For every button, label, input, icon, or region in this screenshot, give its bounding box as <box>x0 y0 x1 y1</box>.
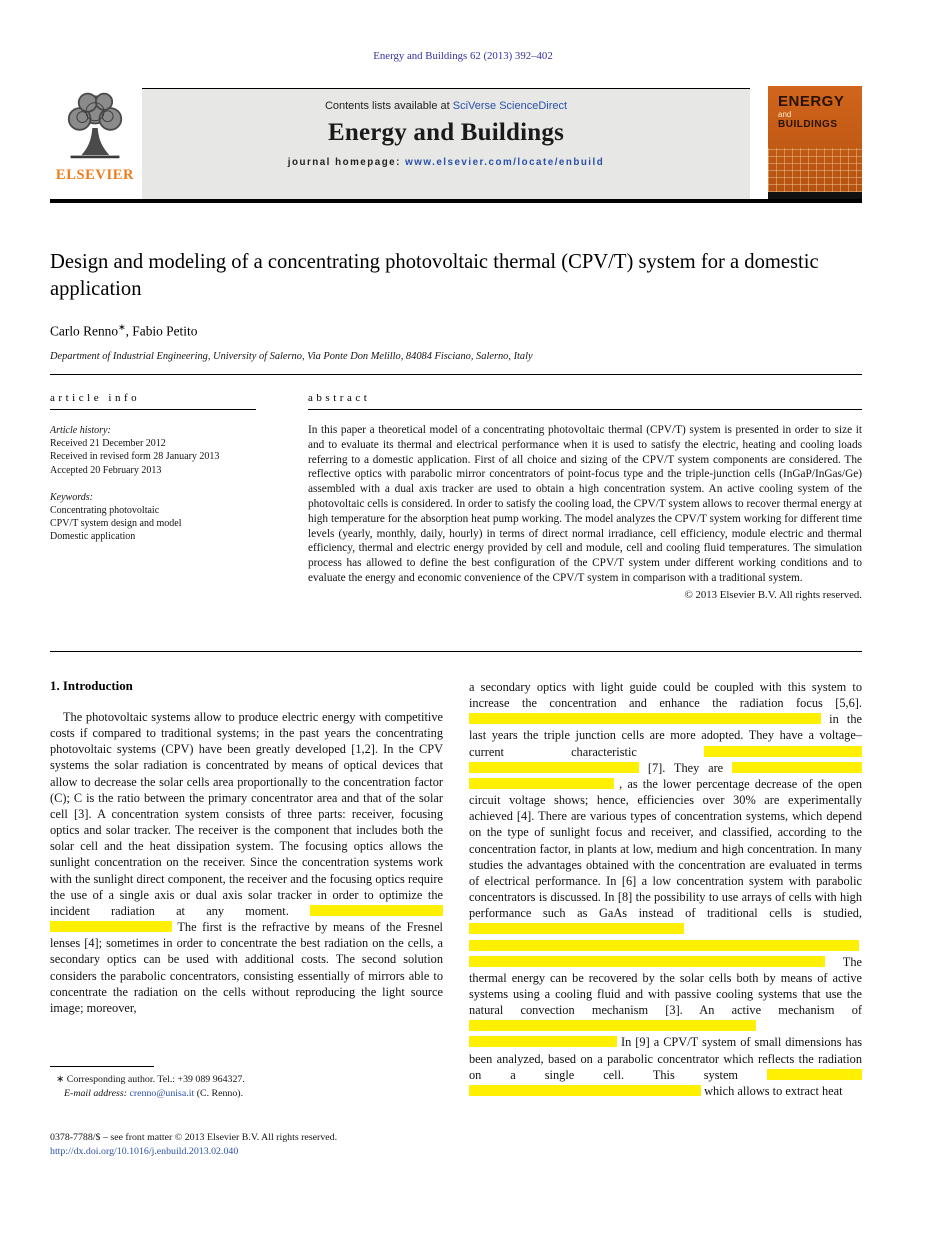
article-history-lines <box>50 437 256 477</box>
article-info-heading: article info <box>50 392 141 404</box>
journal-title: Energy and Buildings <box>327 119 565 146</box>
keyword-line: Concentrating photovoltaic <box>50 505 160 517</box>
cover-facade-grid <box>768 148 862 192</box>
redaction-highlight <box>469 1020 756 1031</box>
elsevier-tree-icon <box>50 90 140 166</box>
article-history-label: Article history: <box>50 425 111 436</box>
cover-title-and: and <box>778 110 792 119</box>
corresponding-author-note: ∗ Corresponding author. Tel.: +39 089 964327. <box>56 1074 245 1085</box>
abstract-divider <box>50 651 862 652</box>
keyword-line: Domestic application <box>50 531 136 543</box>
contents-prefix: Contents lists available at <box>324 100 453 112</box>
intro-paragraph-left: The photovoltaic systems allow to produce electric energy with competitive costs if compared to traditional systems; in the past years the concentrating photovoltaic systems (CPV) have been greatly developed [1,2]. In the CPV systems the solar radiation is concentrated by means of optical devices that allow to decrease the solar cells area proportionally to the concentration factor (C); C is the ratio between the primary concentrator area and that of the solar cell [3]. A concentration system consists of three parts: receiver, focusing optics and solar tracker. The receiver is the component that includes both the solar cell and the heat dissipation system. The focusing optics allows the sunlight concentration on the receiver. Since the concentration systems work with the sunlight direct component, the receiver and the focusing optics require the use of a single axis or dual axis solar tracker in order to optimize the incident radiation at any moment. The first is the refractive by means of the Fresnel lenses [4]; sometimes in order to concentrate the best radiation on the cells, a secondary optics can be used with additional costs. The second solution considers the parabolic concentrators, consisting essentially of mirrors able to concentrate the radiation on the cells without reproducing the light source image; moreover, <box>50 710 443 1015</box>
keyword-line: CPV/T system design and model <box>50 518 182 530</box>
email-label: E-mail address: <box>64 1088 130 1099</box>
redaction-highlight <box>732 762 862 773</box>
cover-title-buildings: BUILDINGS <box>778 119 838 130</box>
redaction-highlight <box>767 1069 862 1080</box>
email-suffix: (C. Renno). <box>194 1088 244 1099</box>
email-link[interactable]: crenno@unisa.it <box>129 1088 195 1099</box>
redaction-highlight <box>310 905 443 916</box>
header-divider <box>50 199 862 203</box>
history-line: Received 21 December 2012 <box>50 438 166 450</box>
redaction-highlight <box>469 956 825 967</box>
redaction-highlight <box>469 1036 617 1047</box>
journal-cover-thumbnail <box>768 86 862 199</box>
journal-banner <box>142 88 750 199</box>
footnote-block <box>50 1066 443 1101</box>
redaction-highlight <box>469 713 821 724</box>
corresponding-author-marker[interactable]: ∗ <box>118 322 126 332</box>
redaction-highlight <box>469 1085 701 1096</box>
publisher-info <box>50 1131 550 1159</box>
contents-line <box>142 100 750 112</box>
keyword-lines <box>50 504 256 544</box>
issn-line: 0378-7788/$ – see front matter © 2013 Elsevier B.V. All rights reserved. <box>50 1132 338 1143</box>
section-heading-introduction: 1. Introduction <box>50 679 133 693</box>
email-note <box>50 1087 443 1101</box>
article-title: Design and modeling of a concentrating photovoltaic thermal (CPV/T) system for a domestic application <box>50 251 819 300</box>
body-column-right <box>469 671 862 1099</box>
history-line: Received in revised form 28 January 2013 <box>50 451 220 463</box>
doi-link[interactable]: http://dx.doi.org/10.1016/j.enbuild.2013.02.040 <box>50 1146 239 1157</box>
cover-title-energy: ENERGY <box>778 93 845 110</box>
abstract-section <box>308 392 862 601</box>
redaction-highlight <box>469 778 614 789</box>
journal-homepage-line <box>142 157 750 168</box>
redaction-highlight <box>469 940 859 951</box>
copyright-line: © 2013 Elsevier B.V. All rights reserved. <box>684 588 862 601</box>
abstract-text: In this paper a theoretical model of a concentrating photovoltaic thermal (CPV/T) system is presented in order to size it and to evaluate its thermal and electrical performance when it is used to satisfy the electric, heating and cooling loads referring to a domestic application. First of all choice and sizing of the CPV/T system components are considered. The reflective optics with parabolic mirror concentrators of point-focus type and the triple-junction cells (InGaP/InGas/Ge) assembled with a dual axis tracker are used to obtain a high concentration system. An active cooling system of the photovoltaic cells is considered. In order to satisfy the cooling load, the CPV/T system allows to recover thermal energy at high temperature for the absorption heat pump working. The model analyzes the CPV/T system working for different time levels (yearly, monthly, daily, hourly) in terms of direct normal irradiance, cell efficiency, module electric and thermal efficiency, thermal and electric energy provided by cell and module, cell and cooling fluid temperatures. The simulation process has allowed to define the best configuration of the CPV/T system under different working conditions and to evaluate the energy and economic convenience of the CPV/T system in comparison with a traditional system. <box>308 424 862 584</box>
keywords-label: Keywords: <box>50 491 93 503</box>
sciencedirect-link[interactable]: SciVerse ScienceDirect <box>452 100 568 112</box>
redaction-highlight <box>469 923 684 934</box>
author-2: , Fabio Petito <box>125 323 198 339</box>
footnote-rule <box>50 1066 154 1067</box>
title-divider <box>50 374 862 375</box>
author-1: Carlo Renno <box>50 323 119 339</box>
redaction-highlight <box>469 762 639 773</box>
body-column-left <box>50 671 443 1016</box>
redaction-highlight <box>704 746 862 757</box>
redaction-highlight <box>50 921 172 932</box>
homepage-prefix: journal homepage: <box>287 157 406 168</box>
elsevier-wordmark: ELSEVIER <box>55 167 135 183</box>
history-line: Accepted 20 February 2013 <box>50 464 162 476</box>
journal-reference: Energy and Buildings 62 (2013) 392–402 <box>373 50 553 62</box>
affiliation: Department of Industrial Engineering, University of Salerno, Via Ponte Don Melillo, 84084 Fisciano, Salerno, Italy <box>50 351 533 362</box>
abstract-rule <box>308 409 862 410</box>
elsevier-logo <box>50 90 140 198</box>
article-info-rule <box>50 409 256 410</box>
journal-homepage-link[interactable]: www.elsevier.com/locate/enbuild <box>405 157 605 168</box>
article-info-section <box>50 392 256 544</box>
intro-paragraph-right: a secondary optics with light guide could be coupled with this system to increase the concentration and enhance the radiation focus [5,6]. in the last years the triple junction cells are more adopted. They have a voltage–current characteristic [7]. They are , as the lower percentage decrease of the open circuit voltage shows; hence, efficiencies over 30% are experimentally achieved [4]. There are various types of concentration systems, which depend on the type of sunlight focus and receiver, and classified, according to the concentration factor, in plants at low, medium and high concentration. In many studies the advantages obtained with the concentration are evaluated in terms of electrical performance. In [6] a low concentration system with parabolic concentrators is discussed. In [8] the possibility to use arrays of cells with high performance such as GaAs instead of traditional cells is studied, The thermal energy can be recovered by the solar cells both by means of active systems using a cooling fluid and with passive cooling systems that use the natural convection mechanism [3]. An active mechanism of In [9] a CPV/T system of small dimensions has been analyzed, based on a parabolic concentrator which reflects the radiation on a single cell. This system which allows to extract heat <box>469 680 863 1098</box>
authors-line <box>50 322 197 339</box>
abstract-heading: abstract <box>308 392 371 404</box>
